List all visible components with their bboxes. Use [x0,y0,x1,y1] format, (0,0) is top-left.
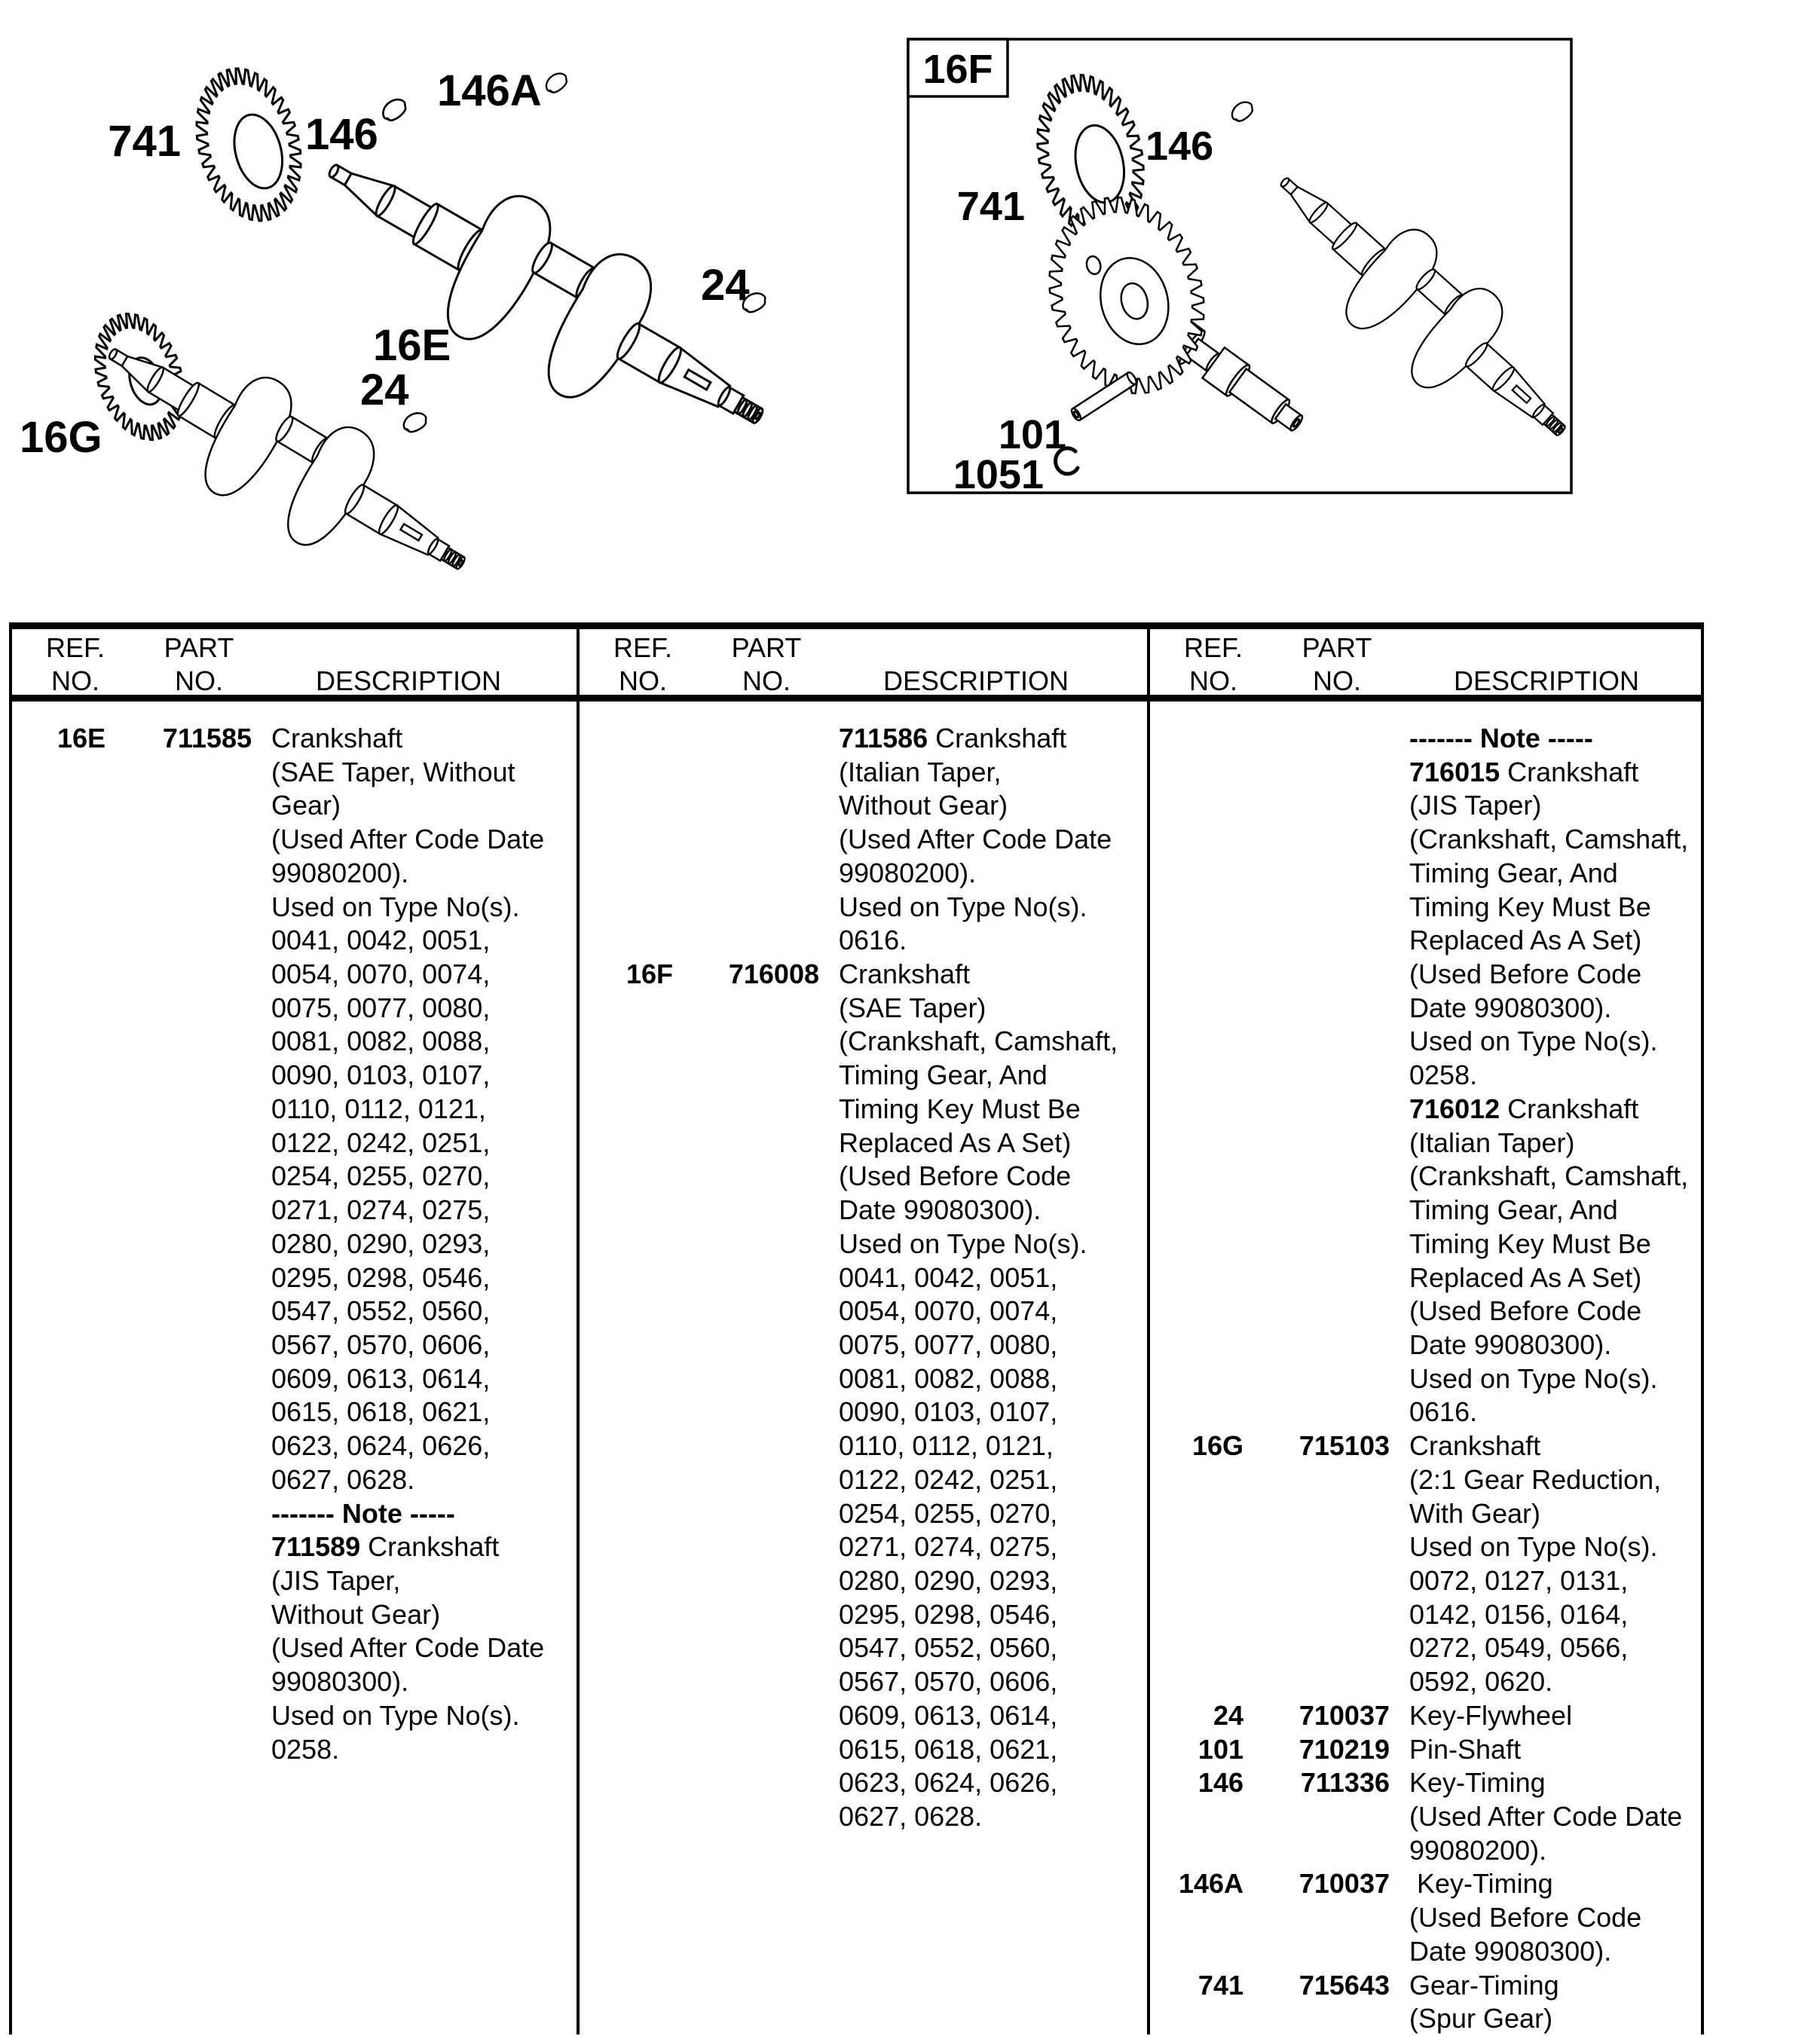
table-line [1147,1160,1701,1194]
table-line [577,992,1147,1026]
table-line [577,1766,1147,1800]
description-text: (Italian Taper, [839,756,1002,787]
description-text: 0616. [839,925,907,956]
header-part: PART [164,632,234,663]
table-line [9,958,577,992]
table-line [1147,1429,1701,1463]
description-text: 0254, 0255, 0270, [271,1160,491,1192]
header-part: PART [1302,632,1372,663]
description-text: Timing Key Must Be [1409,891,1651,922]
description-text: 0090, 0103, 0107, [839,1396,1058,1428]
table-right-border [1701,622,1704,2034]
table-col-1 [9,722,577,2034]
ref-no: 741 [1198,1969,1243,2001]
table-line [577,1396,1147,1429]
table-line [9,789,577,823]
table-line [1147,1935,1701,1969]
header-description: DESCRIPTION [315,665,502,696]
table-line [1147,1328,1701,1362]
parts-diagram [0,0,1820,625]
table-line [577,1598,1147,1632]
table-line [9,1059,577,1093]
table-line [1147,789,1701,823]
table-line [1147,1901,1701,1935]
header-ref-no: NO. [618,665,668,696]
description-text: 0272, 0549, 0566, [1409,1632,1629,1664]
table-line [577,1328,1147,1362]
table-line [1147,1227,1701,1261]
description-text: (SAE Taper, Without [271,756,515,787]
description-text: 0567, 0570, 0606, [839,1666,1058,1698]
ref-no: 146 [1198,1767,1243,1799]
table-line [1147,1631,1701,1665]
description-text: 0110, 0112, 0121, [839,1430,1054,1462]
description-text: 0615, 0618, 0621, [271,1396,491,1428]
ref-no: 24 [1213,1699,1243,1731]
label-741-left: 741 [108,117,181,166]
table-line [1147,1295,1701,1328]
part-no: 715643 [1298,1969,1390,2001]
pin-shaft-101-icon [1070,371,1138,421]
description-text: 99080300). [271,1666,409,1698]
table-line [577,1025,1147,1059]
description-text: Replaced As A Set) [1409,925,1642,956]
description-text: Timing Key Must Be [1409,1227,1651,1259]
description-text: 0627, 0628. [839,1801,983,1833]
description-text: Gear) [271,790,341,821]
description-text: (Used After Code Date [271,1632,545,1664]
header-ref: REF. [45,632,106,663]
description-text: 0567, 0570, 0606, [271,1328,491,1360]
table-line [1147,1530,1701,1564]
description-text: 0258. [271,1733,340,1765]
table-line [1147,1969,1701,2003]
description-text: Used on Type No(s). [839,891,1087,922]
label-16f: 16F [922,47,993,92]
description-text: 0075, 0077, 0080, [839,1328,1058,1360]
table-line [1147,1800,1701,1834]
description-text: 0122, 0242, 0251, [839,1463,1058,1495]
description-text: 0081, 0082, 0088, [271,1026,491,1057]
table-line [1147,1766,1701,1800]
table-line [577,1699,1147,1733]
table-line [1147,924,1701,958]
table-line [9,1127,577,1160]
description-text: (2:1 Gear Reduction, [1409,1463,1662,1495]
table-line [9,1699,577,1733]
table-line [577,1362,1147,1396]
table-line [9,1530,577,1564]
description-text: (JIS Taper) [1409,790,1542,821]
description-text: 0627, 0628. [271,1463,415,1495]
description-text: 0090, 0103, 0107, [271,1059,491,1091]
timing-gear-741-left [181,57,317,232]
table-line [1147,1396,1701,1429]
description-text: Key-Timing [1409,1868,1553,1900]
part-no: 716008 [728,958,819,990]
description-text: Date 99080300). [839,1194,1042,1226]
description-text: 716015 Crankshaft [1409,756,1639,787]
table-line [9,1631,577,1665]
table-line [577,756,1147,790]
table-line [1147,2002,1701,2036]
description-text: (Crankshaft, Camshaft, [839,1026,1118,1057]
table-line [1147,1093,1701,1127]
table-line [9,1429,577,1463]
table-line [9,756,577,790]
description-text: (Used After Code Date [1409,1801,1683,1833]
description-text: Replaced As A Set) [1409,1261,1642,1293]
table-line [9,1733,577,1767]
table-line [577,1463,1147,1497]
table-line [577,1261,1147,1295]
table-line [577,1564,1147,1598]
header-ref: REF. [613,632,673,663]
description-text: Key-Timing [1409,1767,1546,1799]
timing-key-146-box-icon [1228,98,1256,124]
description-text: 0616. [1409,1396,1478,1428]
timing-key-146-icon [379,95,410,124]
table-line [1147,1665,1701,1699]
description-text: Gear-Timing [1409,1969,1559,2001]
table-line [9,1362,577,1396]
table-line [9,1497,577,1531]
table-line [9,1160,577,1194]
table-line [9,1665,577,1699]
table-line [1147,756,1701,790]
table-line [577,1295,1147,1328]
table-line [1147,1261,1701,1295]
table-line [9,823,577,857]
ref-no: 16E [57,723,106,754]
table-line [577,1194,1147,1227]
description-text: Timing Gear, And [1409,1194,1618,1226]
table-line [577,1429,1147,1463]
description-text: 0295, 0298, 0546, [271,1261,491,1293]
table-line [9,1194,577,1227]
part-no: 710037 [1298,1868,1390,1900]
description-text: ------- Note ----- [1409,723,1593,754]
table-line [577,1160,1147,1194]
table-line [9,722,577,756]
table-line [577,1093,1147,1127]
label-16g: 16G [20,413,102,462]
description-text: (Italian Taper) [1409,1127,1575,1158]
label-146-left: 146 [305,110,378,159]
table-line [577,1059,1147,1093]
description-text: 0592, 0620. [1409,1666,1553,1698]
description-text: 0295, 0298, 0546, [839,1598,1058,1630]
description-text: 711586 Crankshaft [839,723,1067,754]
header-ref-no: NO. [1188,665,1238,696]
description-text: 0041, 0042, 0051, [839,1261,1058,1293]
description-text: (JIS Taper, [271,1565,401,1596]
description-text: Used on Type No(s). [1409,1026,1658,1057]
description-text: 99080200). [839,857,977,888]
table-line [1147,1867,1701,1901]
description-text: 711589 Crankshaft [271,1531,500,1563]
table-line [577,1530,1147,1564]
header-description: DESCRIPTION [1453,665,1640,696]
table-line [1147,992,1701,1026]
description-text: (SAE Taper) [839,992,986,1023]
part-no: 711585 [162,723,252,754]
label-146a: 146A [437,66,542,115]
table-line [9,924,577,958]
table-line [577,1497,1147,1531]
description-text: 0271, 0274, 0275, [839,1531,1058,1563]
description-text: Date 99080300). [1409,1328,1612,1360]
description-text: Used on Type No(s). [1409,1362,1658,1394]
description-text: 0041, 0042, 0051, [271,925,491,956]
description-text: (Used Before Code [1409,1902,1642,1934]
table-line [9,992,577,1026]
description-text: 0072, 0127, 0131, [1409,1565,1629,1596]
description-text: Crankshaft [839,958,971,990]
table-line [577,958,1147,992]
ref-no: 101 [1198,1733,1243,1765]
description-text: 0547, 0552, 0560, [271,1295,491,1327]
table-line [9,1463,577,1497]
header-ref: REF. [1183,632,1243,663]
label-101: 101 [998,412,1066,457]
table-line [1147,1362,1701,1396]
table-line [9,1295,577,1328]
table-line [9,1598,577,1632]
table-line [577,1227,1147,1261]
description-text: Timing Gear, And [1409,857,1618,888]
table-line [577,924,1147,958]
header-part-no: NO. [174,665,224,696]
description-text: (Spur Gear) [1409,2003,1553,2034]
table-line [1147,722,1701,756]
header-ref-no: NO. [50,665,100,696]
ref-no: 16G [1191,1430,1243,1462]
description-text: 0254, 0255, 0270, [839,1497,1058,1529]
table-line [1147,1127,1701,1160]
table-line [577,857,1147,891]
table-line [1147,1025,1701,1059]
description-text: 0623, 0624, 0626, [839,1767,1058,1799]
description-text: Replaced As A Set) [839,1127,1072,1158]
description-text: 0054, 0070, 0074, [271,958,491,990]
table-line [1147,1564,1701,1598]
part-no: 710037 [1298,1699,1390,1731]
description-text: Date 99080300). [1409,992,1612,1023]
description-text: (Used Before Code [839,1160,1072,1192]
description-text: Without Gear) [271,1598,441,1630]
description-text: Used on Type No(s). [271,891,520,922]
header-part: PART [731,632,802,663]
table-line [1147,958,1701,992]
description-text: Used on Type No(s). [271,1699,520,1731]
table-line [1147,1598,1701,1632]
description-text: 0280, 0290, 0293, [271,1227,491,1259]
table-top-border [9,622,1704,629]
description-text: 0054, 0070, 0074, [839,1295,1058,1327]
description-text: Pin-Shaft [1409,1733,1522,1765]
description-text: 0280, 0290, 0293, [839,1565,1058,1596]
description-text: ------- Note ----- [271,1497,455,1529]
description-text: 0271, 0274, 0275, [271,1194,491,1226]
table-line [9,1227,577,1261]
label-24-bottom: 24 [360,365,409,414]
table-line [9,1025,577,1059]
table-line [1147,1733,1701,1767]
timing-key-146a-icon [543,69,570,96]
label-24-top: 24 [701,261,750,310]
description-text: Crankshaft [271,723,403,754]
table-line [577,1800,1147,1834]
description-text: Date 99080300). [1409,1935,1612,1967]
table-line [1147,1463,1701,1497]
description-text: 99080200). [1409,1834,1547,1866]
table-line [9,1396,577,1429]
retaining-clip-1051-icon [1056,448,1078,474]
description-text: Used on Type No(s). [1409,1531,1658,1563]
table-line [577,1665,1147,1699]
description-text: (Crankshaft, Camshaft, [1409,1160,1689,1192]
table-line [9,1093,577,1127]
table-line [577,1631,1147,1665]
table-line [9,857,577,891]
table-line [577,789,1147,823]
table-line [9,891,577,925]
description-text: 0615, 0618, 0621, [839,1733,1058,1765]
description-text: 0142, 0156, 0164, [1409,1598,1629,1630]
ref-no: 146A [1178,1868,1243,1900]
description-text: (Used After Code Date [271,824,545,855]
description-text: 0609, 0613, 0614, [839,1699,1058,1731]
description-text: 0547, 0552, 0560, [839,1632,1058,1664]
description-text: 0623, 0624, 0626, [271,1430,491,1462]
table-line [9,1564,577,1598]
table-line [1147,1834,1701,1868]
table-line [1147,1497,1701,1531]
description-text: (Crankshaft, Camshaft, [1409,824,1689,855]
table-line [577,1127,1147,1160]
part-no: 711336 [1300,1767,1390,1799]
description-text: With Gear) [1409,1497,1541,1529]
description-text: Key-Flywheel [1409,1699,1573,1731]
table-line [577,1733,1147,1767]
table-line [577,722,1147,756]
description-text: Crankshaft [1409,1430,1541,1462]
label-16e: 16E [373,321,451,370]
table-line [1147,857,1701,891]
header-part-no: NO. [1312,665,1362,696]
description-text: Timing Key Must Be [839,1093,1081,1124]
table-line [1147,891,1701,925]
description-text: 0075, 0077, 0080, [271,992,491,1023]
description-text: Used on Type No(s). [839,1227,1087,1259]
description-text: (Used Before Code [1409,1295,1642,1327]
table-line [9,1328,577,1362]
label-741-box: 741 [956,184,1025,229]
description-text: 716012 Crankshaft [1409,1093,1639,1124]
description-text: 0081, 0082, 0088, [839,1362,1058,1394]
label-146-box: 146 [1146,124,1214,169]
description-text: 0258. [1409,1059,1478,1091]
header-description: DESCRIPTION [882,665,1069,696]
part-no: 715103 [1298,1430,1390,1462]
header-part-no: NO. [742,665,791,696]
description-text: 0609, 0613, 0614, [271,1362,491,1394]
description-text: (Used After Code Date [839,824,1112,855]
part-no: 710219 [1298,1733,1390,1765]
description-text: 0122, 0242, 0251, [271,1127,491,1158]
description-text: 99080200). [271,857,409,888]
table-header-separator [9,695,1704,702]
description-text: Timing Gear, And [839,1059,1048,1091]
description-text: Without Gear) [839,790,1008,821]
table-line [577,891,1147,925]
table-line [1147,823,1701,857]
description-text: (Used Before Code [1409,958,1642,990]
table-line [1147,1699,1701,1733]
label-1051: 1051 [953,452,1044,497]
table-col-2 [577,722,1147,2034]
table-line [9,1261,577,1295]
description-text: 0110, 0112, 0121, [271,1093,486,1124]
ref-no: 16F [626,958,673,990]
table-line [1147,1194,1701,1227]
table-line [577,823,1147,857]
table-col-3 [1147,722,1701,2034]
table-line [1147,1059,1701,1093]
